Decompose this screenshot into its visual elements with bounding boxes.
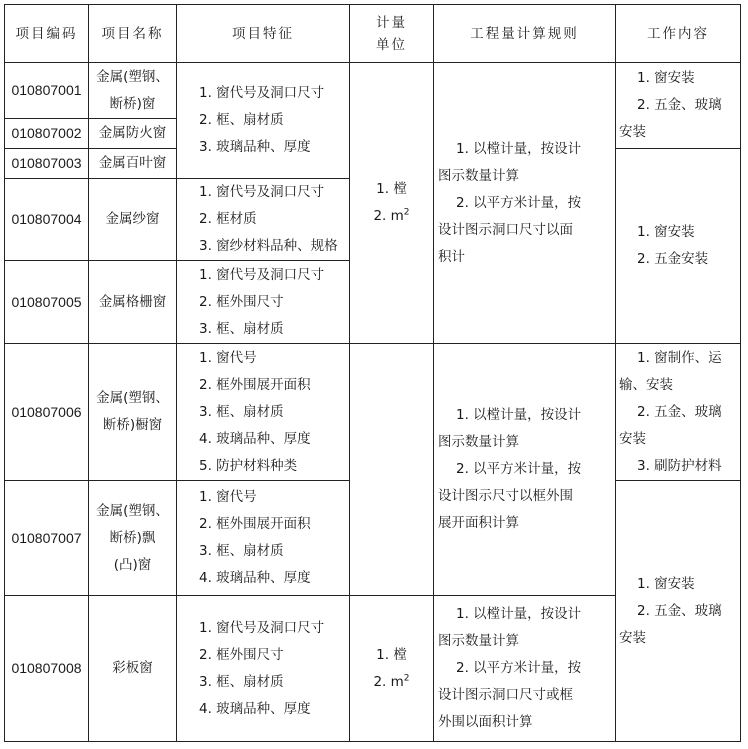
table-row [5,344,741,481]
header-row [5,5,741,63]
feature-item: 1. 窗代号 [199,489,257,505]
item-name: 彩板窗 [89,596,177,742]
work-line: 安装 [619,629,646,646]
rule-line: 1. 以樘计量，按设计 [456,140,582,157]
work-line: 1. 窗安装 [637,575,695,592]
item-name-line: 断桥)飘 [109,529,156,546]
header-features: 项目特征 [177,5,350,63]
rule-line: 图示数量计算 [438,434,519,450]
item-code: 010807001 [5,63,89,119]
item-code: 010807007 [5,481,89,596]
item-name [89,63,177,119]
features-cell [177,261,350,344]
feature-item: 1. 窗代号及洞口尺寸 [199,619,325,636]
work-line: 2. 五金、玻璃 [637,403,722,420]
unit-item: 1. 樘 [376,646,407,663]
unit-superscript: 2 [403,673,410,683]
feature-item: 1. 窗代号及洞口尺寸 [199,184,325,200]
feature-item: 2. 框外围尺寸 [199,293,284,310]
work-line: 1. 窗安装 [637,70,695,86]
feature-item: 3. 玻璃品种、厚度 [199,139,311,155]
spec-table-frame [4,4,741,742]
rule-line: 1. 以樘计量，按设计 [456,606,582,622]
rule-cell [434,596,616,742]
item-name: 金属格栅窗 [89,261,177,344]
feature-item: 1. 窗代号及洞口尺寸 [199,85,325,101]
item-name: 金属纱窗 [89,179,177,261]
header-unit [350,5,434,63]
feature-item: 3. 框、扇材质 [199,673,284,690]
item-code: 010807004 [5,179,89,261]
work-cell [616,63,741,149]
features-cell [177,481,350,596]
feature-item: 2. 框材质 [199,211,257,227]
work-line: 安装 [619,124,646,140]
table-row [5,63,741,119]
work-line: 输、安装 [619,376,673,393]
feature-item: 3. 窗纱材料品种、规格 [199,238,338,254]
rule-line: 外围以面积计算 [438,714,533,730]
work-line: 2. 五金、玻璃 [637,97,722,113]
feature-item: 5. 防护材料种类 [199,457,298,474]
feature-item: 1. 窗代号及洞口尺寸 [199,266,325,283]
work-line: 1. 窗安装 [637,224,695,240]
rule-line: 2. 以平方米计量，按 [456,194,582,211]
features-cell [177,179,350,261]
feature-item: 2. 框外围尺寸 [199,646,284,663]
item-name-line: 金属(塑钢、 [96,502,169,519]
feature-item: 2. 框、扇材质 [199,112,284,128]
unit-item [350,669,433,696]
unit-item: 1. 樘 [376,181,407,197]
rule-line: 积计 [438,248,465,265]
rule-line: 图示数量计算 [438,167,519,184]
work-cell [616,149,741,344]
item-name-line: 断桥)窗 [109,95,156,112]
rule-line: 图示数量计算 [438,633,519,649]
item-code: 010807003 [5,149,89,179]
unit-cell [350,596,434,742]
item-name: 金属百叶窗 [89,149,177,179]
feature-item: 2. 框外围展开面积 [199,516,311,532]
item-name-line: 断桥)橱窗 [102,417,163,433]
item-code: 010807002 [5,119,89,149]
item-name [89,481,177,596]
header-unit-line2: 单位 [376,36,407,53]
header-code: 项目编码 [5,5,89,63]
work-line: 2. 五金安装 [637,251,709,267]
feature-item: 4. 玻璃品种、厚度 [199,570,311,586]
work-line: 1. 窗制作、运 [637,349,722,366]
features-cell [177,596,350,742]
item-name [89,344,177,481]
item-name: 金属防火窗 [89,119,177,149]
work-cell [616,481,741,742]
rule-line: 1. 以樘计量，按设计 [456,407,582,423]
rule-line: 2. 以平方米计量，按 [456,660,582,676]
header-rule: 工程量计算规则 [434,5,616,63]
rule-cell [434,63,616,344]
rule-line: 展开面积计算 [438,515,519,531]
item-name-line: (凸)窗 [113,556,152,573]
feature-item: 3. 框、扇材质 [199,403,284,420]
feature-item: 3. 框、扇材质 [199,320,284,337]
unit-text: 2. m [373,208,404,224]
unit-superscript: 2 [403,207,410,218]
feature-item: 3. 框、扇材质 [199,543,284,559]
rule-line: 设计图示尺寸以框外围 [438,488,573,504]
header-name: 项目名称 [89,5,177,63]
feature-item: 4. 玻璃品种、厚度 [199,430,311,447]
item-name-line: 金属(塑钢、 [96,68,169,85]
rule-cell [434,344,616,596]
unit-text: 2. m [373,673,404,690]
feature-item: 2. 框外围展开面积 [199,376,311,393]
features-cell [177,63,350,179]
work-line: 2. 五金、玻璃 [637,602,722,619]
feature-item: 4. 玻璃品种、厚度 [199,700,311,717]
item-code: 010807005 [5,261,89,344]
unit-cell [350,63,434,344]
unit-item [350,203,433,230]
rule-line: 设计图示洞口尺寸以面 [438,221,573,238]
unit-cell-empty [350,344,434,596]
header-unit-line1: 计量 [376,14,407,31]
rule-line: 2. 以平方米计量，按 [456,461,582,477]
features-cell [177,344,350,481]
item-code: 010807006 [5,344,89,481]
header-work: 工作内容 [616,5,741,63]
feature-item: 1. 窗代号 [199,349,257,366]
rule-line: 设计图示洞口尺寸或框 [438,687,573,703]
work-line: 3. 刷防护材料 [637,457,722,474]
work-cell [616,344,741,481]
spec-table [4,4,741,742]
work-line: 安装 [619,430,646,447]
item-code: 010807008 [5,596,89,742]
item-name-line: 金属(塑钢、 [96,390,169,406]
